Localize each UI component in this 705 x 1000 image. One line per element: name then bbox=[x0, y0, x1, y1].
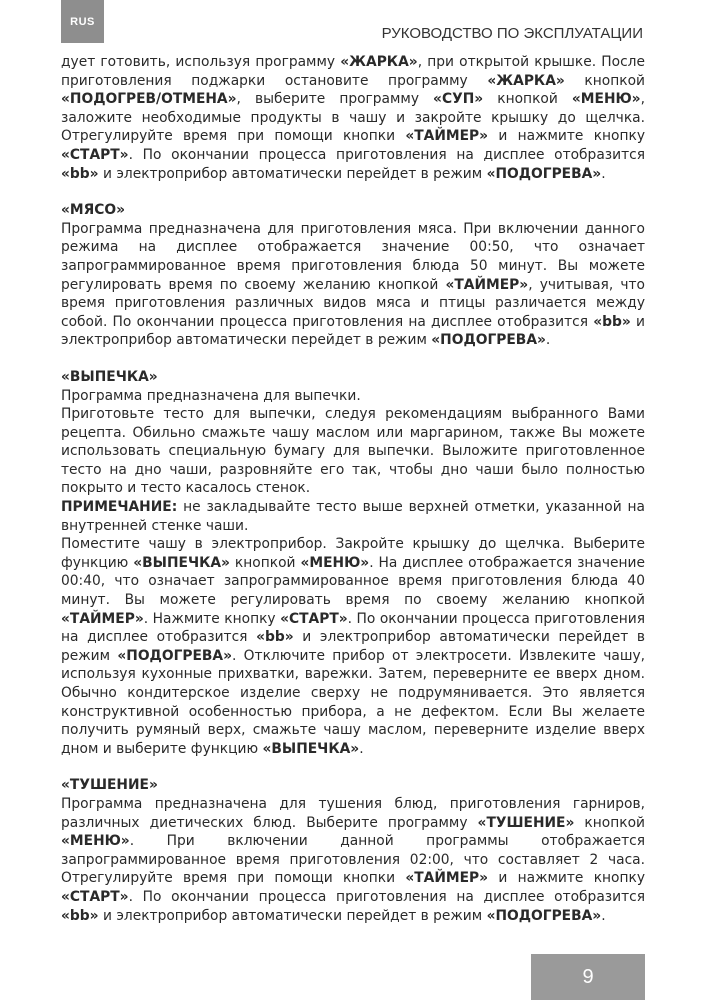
baking-prep bbox=[61, 405, 645, 498]
stewing-paragraph bbox=[61, 795, 645, 925]
text-run: Программа предназначена для приготовления мяса. При включении данного режима на дисплее отображается значение 00:50, что означает запрограммированное время приготовления блюда 50 минут. Вы можете регулировать время по своему желанию кнопкой bbox=[61, 220, 645, 293]
bold-term: «ВЫПЕЧКА» bbox=[133, 554, 230, 571]
document-body bbox=[61, 53, 645, 925]
text-run: и электроприбор автоматически перейдет в режим bbox=[61, 629, 646, 664]
baking-note bbox=[61, 498, 645, 535]
text-run: кнопкой bbox=[483, 91, 572, 108]
text-run: Программа предназначена для тушения блюд, приготовления гарниров, различных диетических блюд. Выберите программу bbox=[61, 795, 645, 831]
text-run: . По окончании процесса приготовления на дисплее отобразится bbox=[128, 146, 645, 163]
bold-term: «МЕНЮ» bbox=[300, 554, 370, 571]
text-run: . bbox=[545, 332, 551, 349]
bold-term: «СУП» bbox=[433, 91, 484, 108]
bold-term: «bb» bbox=[593, 313, 631, 330]
bold-term: «bb» bbox=[61, 165, 99, 182]
page-number: 9 bbox=[531, 954, 645, 1000]
baking-purpose bbox=[61, 387, 645, 406]
text-run: и электроприбор автоматически перейдет в режим bbox=[98, 165, 487, 182]
text-run: и нажмите кнопку bbox=[488, 870, 646, 887]
bold-term: «ТАЙМЕР» bbox=[405, 128, 489, 145]
bold-term: «ТАЙМЕР» bbox=[445, 276, 529, 293]
text-run: . При включении данной программы отображается запрограммированное время приготовления 02:00, что составляет 2 часа. Отрегулируйте время при помощи кнопки bbox=[61, 833, 645, 887]
bold-term: «ПОДОГРЕВ/ОТМЕНА» bbox=[61, 91, 237, 108]
bold-term: «ПОДОГРЕВА» bbox=[117, 647, 232, 664]
bold-term: «ВЫПЕЧКА» bbox=[61, 368, 158, 385]
bold-term: «ТУШЕНИЕ» bbox=[61, 777, 158, 794]
text-run: , при открытой крышке. После приготовления поджарки остановите программу bbox=[61, 54, 645, 89]
baking-instructions bbox=[61, 535, 645, 758]
page-header-title: РУКОВОДСТВО ПО ЭКСПЛУАТАЦИИ bbox=[381, 25, 643, 42]
bold-term: «МЕНЮ» bbox=[61, 833, 130, 850]
text-run: кнопкой bbox=[229, 554, 301, 571]
bold-term: «bb» bbox=[61, 907, 99, 924]
section-title-baking bbox=[61, 368, 645, 387]
bold-term: «ТАЙМЕР» bbox=[61, 610, 144, 627]
text-run: Приготовьте тесто для выпечки, следуя рекомендациям выбранного Вами рецепта. Обильно смажьте чашу маслом или маргарином, также Вы можете использовать специальную бумагу для выпечки. Выложите приготовленное тесто на дно чаши, разровняйте его так, чтобы дно чаши было полностью покрыто и тесто касалось стенок. bbox=[61, 406, 645, 497]
text-run: . bbox=[601, 907, 606, 924]
text-run: и электроприбор автоматически перейдет в режим bbox=[61, 313, 645, 349]
language-tab: RUS bbox=[61, 0, 104, 43]
text-run: . Нажмите кнопку bbox=[143, 610, 281, 627]
text-run: . На дисплее отображается значение 00:40, что означает запрограммированное время приготовления блюда 40 минут. Вы можете регулировать время по своему желанию кнопкой bbox=[61, 554, 645, 609]
text-run: дует готовить, используя программу bbox=[61, 54, 341, 70]
section-title-stewing bbox=[61, 776, 645, 795]
bold-term: «ВЫПЕЧКА» bbox=[262, 740, 360, 757]
text-run: . По окончании процесса приготовления на дисплее отобразится bbox=[128, 888, 645, 905]
text-run: . Отключите прибор от электросети. Извлеките чашу, используя кухонные прихватки, варежки. Затем, переверните ее вверх дном. Обычно кондитерское изделие сверху не подрумянивается. Это является конструктивной особенностью прибора, а не дефектом. Если Вы желаете получить румяный верх, смажьте чашу маслом, переверните изделие вверх дном и выберите функцию bbox=[61, 647, 645, 757]
bold-term: «ТАЙМЕР» bbox=[405, 870, 489, 887]
bold-term: «ЖАРКА» bbox=[487, 72, 565, 89]
text-run: . bbox=[601, 165, 606, 182]
bold-term: «ТУШЕНИЕ» bbox=[477, 814, 575, 831]
bold-term: «СТАРТ» bbox=[61, 146, 129, 163]
meat-paragraph bbox=[61, 220, 645, 350]
text-run: не закладывайте тесто выше верхней отметки, указанной на внутренней стенке чаши. bbox=[61, 499, 645, 534]
text-run: кнопкой bbox=[574, 814, 645, 831]
text-run: и электроприбор автоматически перейдет в режим bbox=[98, 907, 487, 924]
bold-term: «СТАРТ» bbox=[280, 610, 348, 627]
text-run: и нажмите кнопку bbox=[488, 128, 646, 145]
text-run: , учитывая, что время приготовления различных видов мяса и птицы различается между собой. По окончании процесса приготовления на дисплее отобразится bbox=[61, 276, 645, 330]
bold-term: «ПОДОГРЕВА» bbox=[486, 165, 602, 182]
section-title-meat bbox=[61, 201, 645, 220]
bold-term: «МЯСО» bbox=[61, 202, 126, 219]
bold-term: «ПОДОГРЕВА» bbox=[486, 907, 602, 924]
bold-term: «bb» bbox=[256, 629, 294, 646]
text-run: . По окончании процесса приготовления на дисплее отобразится bbox=[61, 610, 645, 646]
text-run: , выберите программу bbox=[236, 91, 434, 108]
text-run: кнопкой bbox=[564, 72, 645, 89]
bold-term: «ПОДОГРЕВА» bbox=[431, 332, 546, 349]
text-run: Поместите чашу в электроприбор. Закройте крышку до щелчка. Выберите функцию bbox=[61, 536, 645, 571]
text-run: , заложите необходимые продукты в чашу и закройте крышку до щелчка. Отрегулируйте время при помощи кнопки bbox=[61, 91, 645, 145]
bold-term: «МЕНЮ» bbox=[571, 91, 641, 108]
text-run: Программа предназначена для выпечки. bbox=[61, 387, 361, 404]
bold-term: «СТАРТ» bbox=[61, 888, 129, 905]
intro-paragraph bbox=[61, 53, 645, 183]
bold-term: «ЖАРКА» bbox=[340, 54, 418, 70]
bold-term: ПРИМЕЧАНИЕ: bbox=[61, 499, 178, 516]
text-run: . bbox=[359, 740, 364, 757]
